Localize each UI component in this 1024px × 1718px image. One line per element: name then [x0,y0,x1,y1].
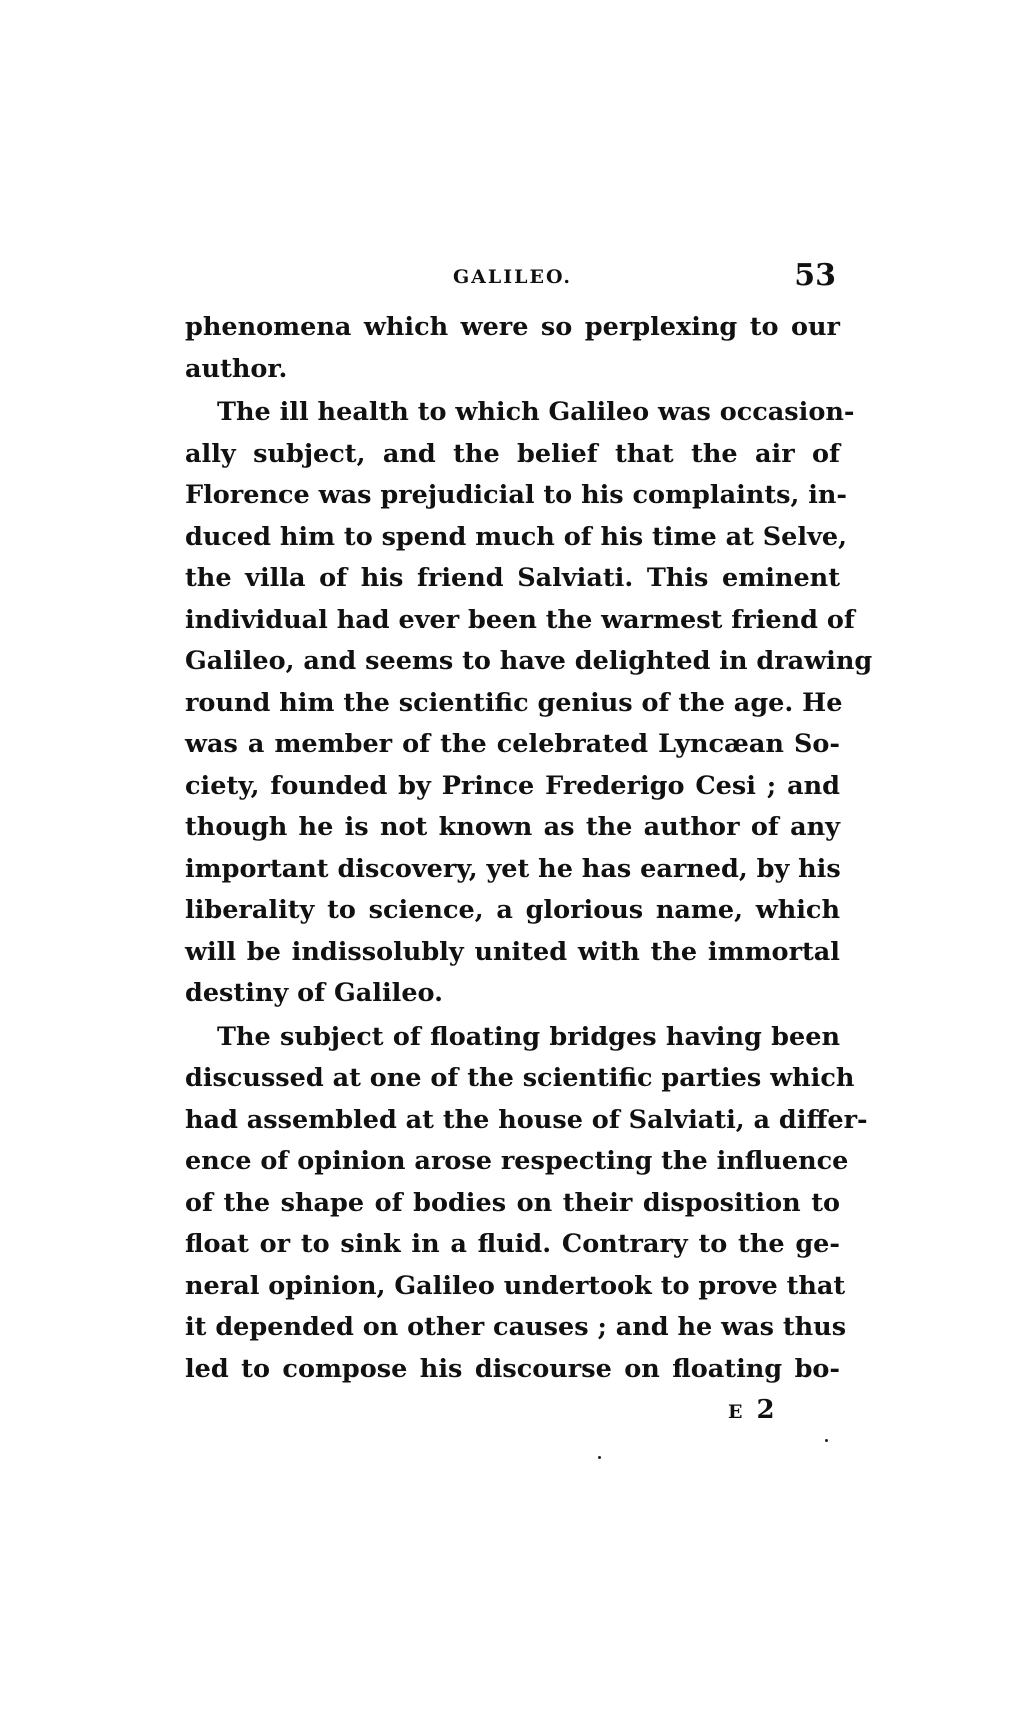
signature-mark [728,1395,778,1425]
text-line: Florence was prejudicial to his complaints, in- [185,480,848,510]
text-line: ciety, founded by Prince Frederigo Cesi ; and [185,770,840,801]
paragraph-2 [185,392,873,1015]
text-line: was a member of the celebrated Lyncæan So- [185,729,840,759]
text-line: ally subject, and the belief that the air of [185,438,840,469]
text-line: duced him to spend much of his time at Selve, [185,521,847,552]
print-speck [598,1456,601,1459]
text-line: important discovery, yet he has earned, by his [185,853,841,884]
text-line: will be indissolubly united with the immortal [185,936,840,967]
text-line: discussed at one of the scientific parties which [185,1063,855,1093]
print-speck [825,1439,828,1442]
text-line: The ill health to which Galileo was occasion- [217,397,855,427]
paragraph-3 [185,1017,868,1391]
text-line: though he is not known as the author of any [185,812,840,842]
body-text [185,307,873,1390]
page-number: 53 [794,258,836,293]
running-head [185,258,840,298]
text-line: author. [185,353,288,384]
text-line: round him the scientific genius of the age. He [185,687,843,718]
text-line: had assembled at the house of Salviati, a differ- [185,1104,868,1135]
text-line: float or to sink in a fluid. Contrary to the ge- [185,1229,840,1259]
text-line: The subject of floating bridges having been [217,1021,840,1052]
text-line: led to compose his discourse on floating bo- [185,1353,840,1384]
text-line: the villa of his friend Salviati. This eminent [185,563,840,593]
text-line: ence of opinion arose respecting the influence [185,1146,849,1176]
text-line: of the shape of bodies on their disposition to [185,1187,840,1218]
text-line: Galileo, and seems to have delighted in drawing [185,646,873,676]
text-line: liberality to science, a glorious name, which [185,895,840,925]
text-line: it depended on other causes ; and he was thus [185,1312,847,1342]
text-line: phenomena which were so perplexing to our [185,312,840,342]
signature-letter: E [728,1401,745,1423]
paragraph-1 [185,307,840,390]
text-line: neral opinion, Galileo undertook to prove that [185,1270,846,1301]
signature-number: 2 [756,1395,778,1425]
text-line: individual had ever been the warmest friend of [185,604,855,635]
text-line: destiny of Galileo. [185,978,443,1008]
running-title: GALILEO. [452,266,573,288]
